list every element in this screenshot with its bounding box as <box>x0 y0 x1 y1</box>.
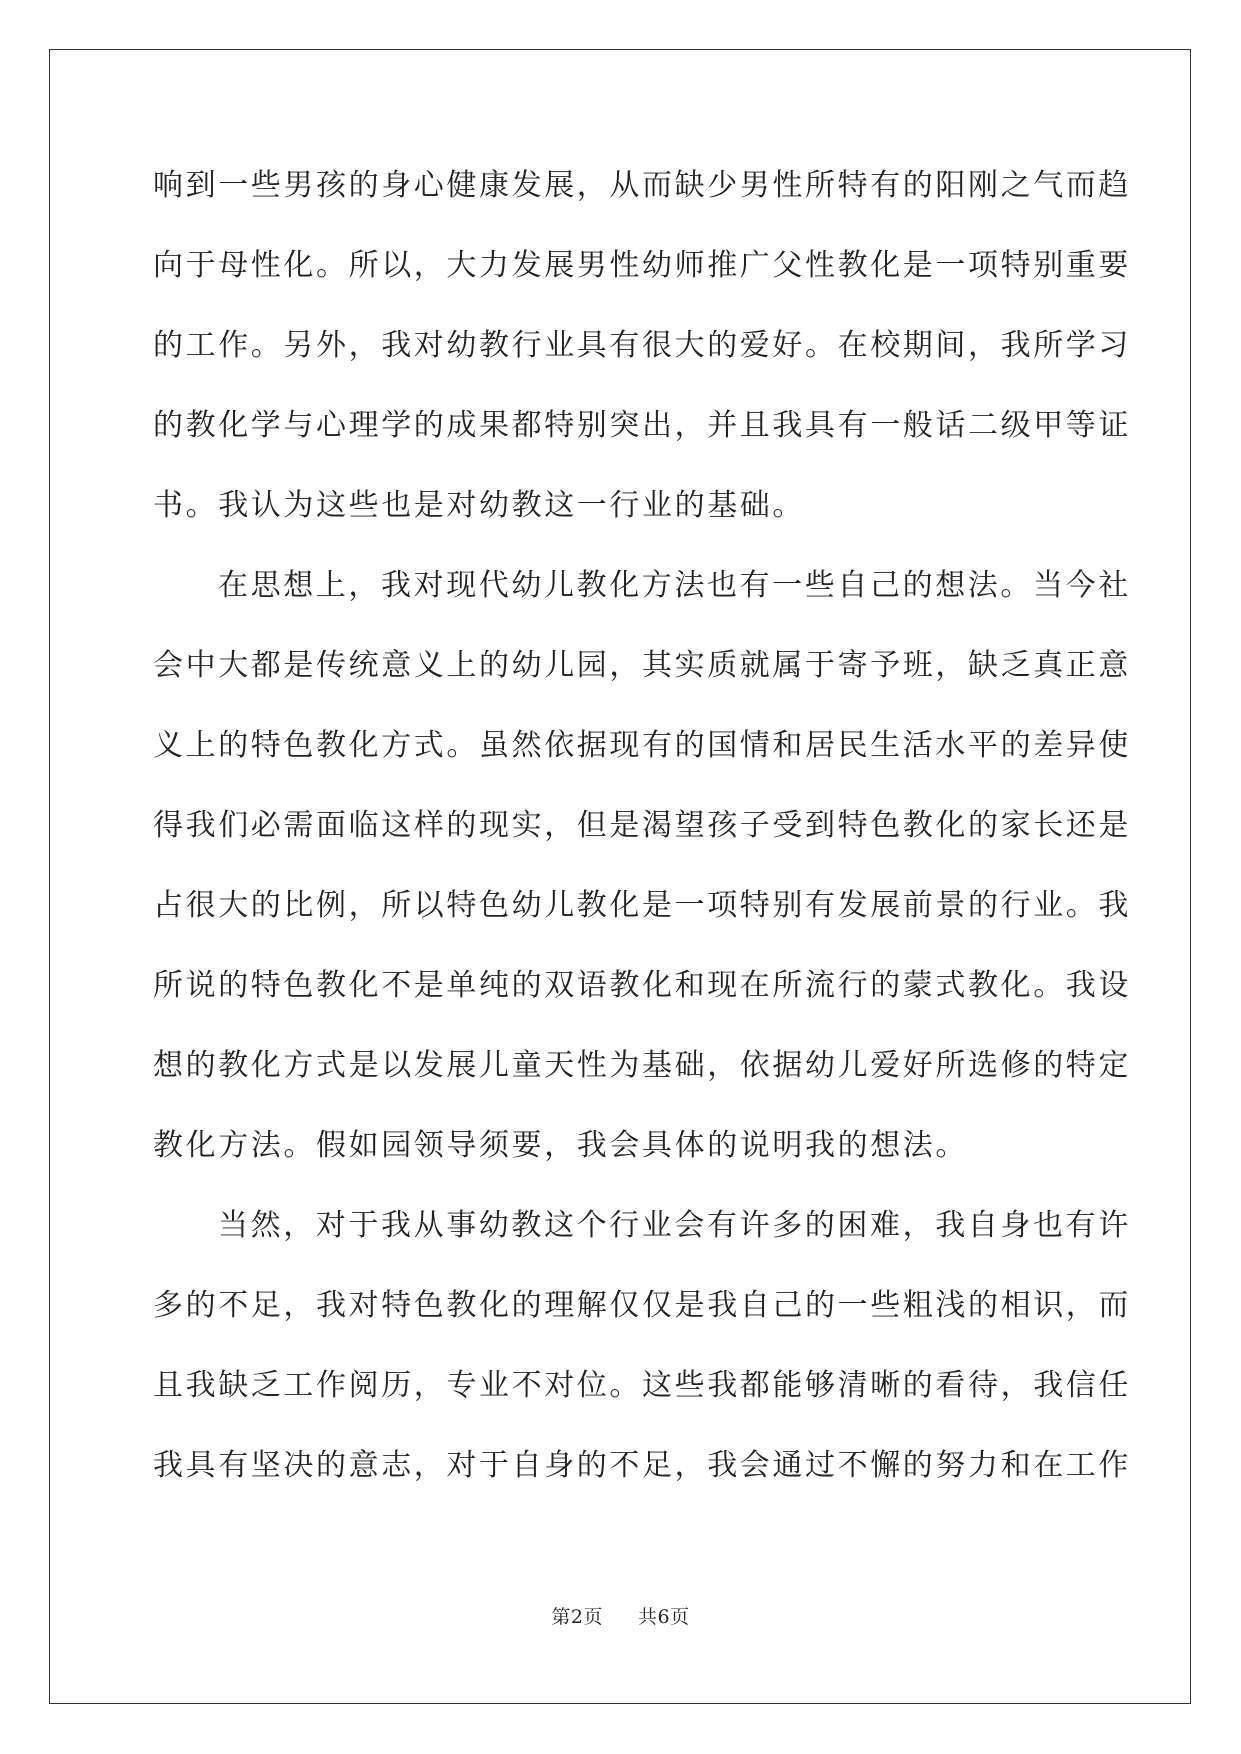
text-line: 想的教化方式是以发展儿童天性为基础，依据幼儿爱好所选修的特定 <box>153 1048 1131 1083</box>
page-number-current: 第2页 <box>551 1606 603 1628</box>
body-text <box>153 166 1131 1526</box>
text-line: 响到一些男孩的身心健康发展，从而缺少男性所特有的阳刚之气而趋 <box>153 168 1131 203</box>
text-line: 我具有坚决的意志，对于自身的不足，我会通过不懈的努力和在工作 <box>153 1448 1131 1483</box>
text-line: 向于母性化。所以，大力发展男性幼师推广父性教化是一项特别重要 <box>153 248 1131 283</box>
text-line: 的工作。另外，我对幼教行业具有很大的爱好。在校期间，我所学习 <box>153 328 1131 363</box>
document-body <box>153 166 1131 1526</box>
text-line: 的教化学与心理学的成果都特别突出，并且我具有一般话二级甲等证 <box>153 408 1131 443</box>
text-line: 得我们必需面临这样的现实，但是渴望孩子受到特色教化的家长还是 <box>153 808 1131 843</box>
text-line: 且我缺乏工作阅历，专业不对位。这些我都能够清晰的看待，我信任 <box>153 1368 1131 1403</box>
text-line: 义上的特色教化方式。虽然依据现有的国情和居民生活水平的差异使 <box>153 728 1131 763</box>
text-line: 书。我认为这些也是对幼教这一行业的基础。 <box>153 488 805 523</box>
text-line: 当然，对于我从事幼教这个行业会有许多的困难，我自身也有许 <box>218 1208 1131 1243</box>
text-line: 教化方法。假如园领导须要，我会具体的说明我的想法。 <box>153 1128 968 1163</box>
text-line: 会中大都是传统意义上的幼儿园，其实质就属于寄予班，缺乏真正意 <box>153 648 1131 683</box>
text-line: 占很大的比例，所以特色幼儿教化是一项特别有发展前景的行业。我 <box>153 888 1131 923</box>
text-line: 所说的特色教化不是单纯的双语教化和现在所流行的蒙式教化。我设 <box>153 968 1131 1003</box>
page-number-total: 共6页 <box>638 1606 690 1628</box>
text-line: 在思想上，我对现代幼儿教化方法也有一些自己的想法。当今社 <box>218 568 1131 603</box>
text-line: 多的不足，我对特色教化的理解仅仅是我自己的一些粗浅的相识，而 <box>153 1288 1131 1323</box>
page-footer <box>0 1602 1241 1629</box>
